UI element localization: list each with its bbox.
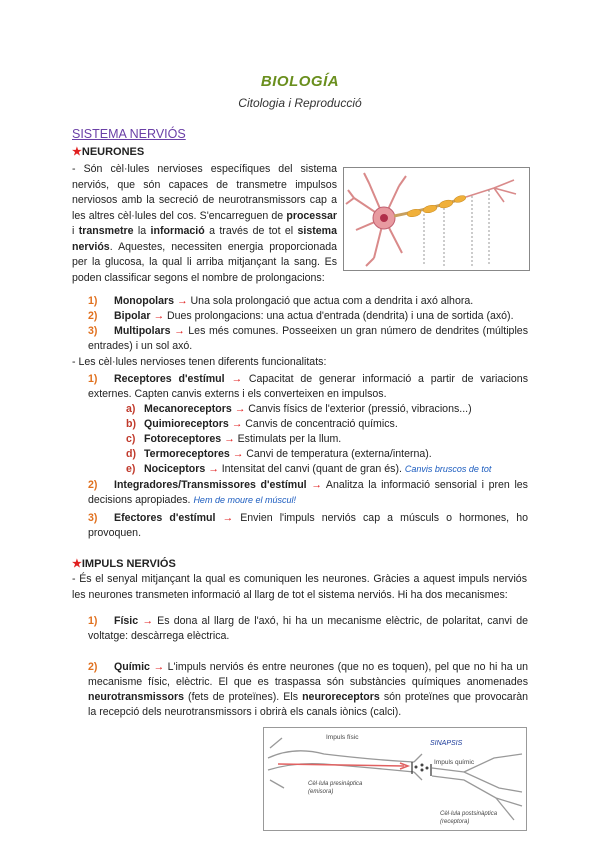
handwritten-note: Canvis bruscos de tot (404, 464, 492, 474)
impuls-quimic-label: Impuls químic (434, 759, 475, 766)
star-icon: ★ (72, 146, 82, 158)
type-item-3: 3) Multipolars → Les més comunes. Posseeixen un gran número de dendrites (múltiples entrades) i un sol axó. (88, 325, 528, 352)
neurones-intro: - Són cèl·lules nervioses específiques del sistema nerviós, que són capaces de transmetre impulsos nerviosos amb la secreció de neurotransmissors cap a les altres cèl·lules del cos. S'encarreguen de processar i transmetre la informació a través de tot el sistema nerviós. Aquestes, necessiten energia proporcionada per la glucosa, la qual li arriba mitjançant la sang. Es poden classificar segons el nombre de prolongacions: (72, 163, 337, 284)
mechanism-quimic: 2) Químic → L'impuls nerviós és entre neurones (que no es toquen), pel que no hi ha un mecanisme físic, elèctric. El que es traspassa són substàncies químiques anomenades neurotransmissors (fets de proteïnes). Els neuroreceptors són proteïnes que provocaràn la recepció dels neurotransmissors i obrirà els canals iònics (calci). (88, 661, 529, 718)
neurones-heading: ★NEURONES (72, 146, 145, 158)
neuron-illustration (343, 167, 530, 271)
type-item-2: 2) Bipolar → Dues prolongacions: una actua d'entrada (dendrita) i una de sortida (axó). (88, 310, 514, 322)
star-icon: ★ (72, 558, 82, 570)
sinapsis-label: SINAPSIS (430, 740, 463, 747)
postsinaptica-label: Cèl·lula postsinàptica (receptora) (440, 811, 498, 825)
function-item-2: 2) Integradores/Transmissores d'estímul → Analitza la informació sensorial i pren les decisions apropiades. Hem de moure el múscul! (88, 479, 528, 506)
impuls-heading: ★IMPULS NERVIÓS (72, 558, 176, 570)
receptor-item-d: d) Termoreceptores → Canvi de temperatura (externa/interna). (126, 448, 432, 460)
receptor-item-e: e) Nociceptors → Intensitat del canvi (quant de gran és). Canvis bruscos de tot (126, 463, 492, 475)
type-item-1: 1) Monopolars → Una sola prolongació que actua com a dendrita i axó alhora. (88, 295, 474, 307)
impuls-intro: - És el senyal mitjançant la qual es comuniquen les neurones. Gràcies a aquest impuls nerviós les neurones transmeten informació al llarg de tot el sistema nerviós. Hi ha dos mecanismes: (72, 573, 527, 601)
receptor-item-c: c) Fotoreceptores → Estimulats per la llum. (126, 433, 342, 445)
neuron-icon (344, 168, 529, 270)
mechanism-fisic: 1) Físic → Es dona al llarg de l'axó, hi ha un mecanisme elèctric, de polaritat, canvi de voltatge: descàrrega elèctrica. (88, 615, 528, 642)
page-title: BIOLOGÍA (260, 73, 340, 90)
presinaptica-label: Cèl·lula presinàptica (emisora) (308, 781, 363, 795)
receptor-item-b: b) Quimioreceptors → Canvis de concentració químics. (126, 418, 398, 430)
section-title: SISTEMA NERVIÓS (72, 127, 186, 141)
synapse-illustration (263, 727, 527, 831)
function-item-3: 3) Efectores d'estímul → Envien l'impuls nerviós cap a músculs o hormones, ho provoquen. (88, 512, 528, 539)
impuls-fisic-label: Impuls físic (326, 734, 359, 741)
handwritten-note: Hem de moure el múscul! (193, 495, 296, 505)
functions-intro: - Les cèl·lules nervioses tenen diferents funcionalitats: (72, 356, 327, 368)
page-subtitle: Citologia i Reproducció (238, 96, 362, 110)
receptor-item-a: a) Mecanoreceptors → Canvis físics de l'exterior (pressió, vibracions...) (126, 403, 472, 415)
function-item-1: 1) Receptores d'estímul → Capacitat de generar informació a partir de variacions externes. Capten canvis externs i els converteixen en impulsos. (88, 373, 528, 400)
